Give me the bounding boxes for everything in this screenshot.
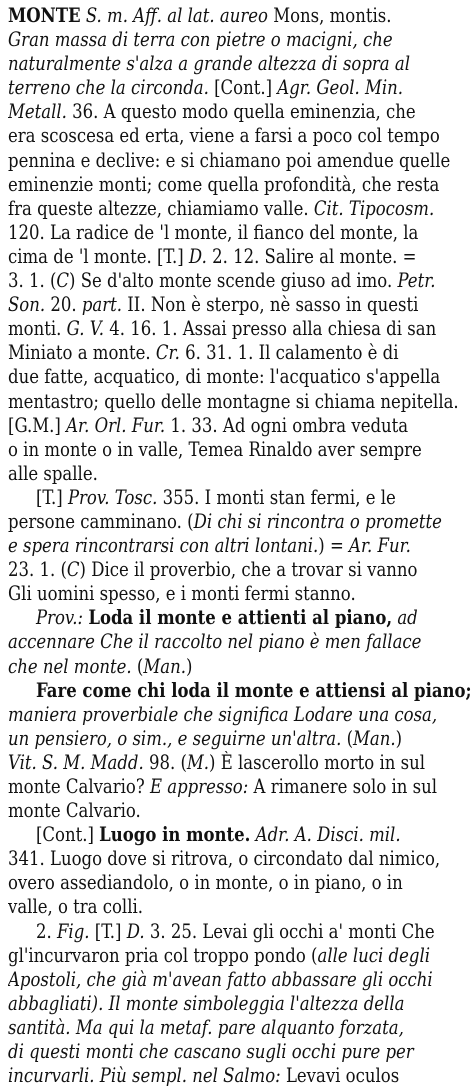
italic-phrase: Di chi si rincontra o promette: [193, 509, 442, 533]
text-run: Miniato a monte.: [8, 341, 156, 365]
text-line: [8, 341, 464, 365]
text-run: 2.: [35, 919, 57, 943]
text-run: 3. 25. Levai gli occhi a' monti Che: [144, 919, 435, 943]
text-line: [8, 293, 464, 317]
text-run: era scoscesa ed erta, viene a farsi a poco col tempo: [8, 124, 440, 148]
text-line: [8, 149, 464, 173]
text-run: 98. (: [143, 750, 187, 774]
italic-phrase: Ar. Fur.: [349, 534, 411, 558]
italic-phrase: naturalmente s'alza a grande altezza di sopra al: [8, 52, 411, 76]
text-line: [8, 124, 464, 148]
text-line: [8, 727, 464, 751]
text-run: 2. 12. Salire al monte. =: [206, 244, 417, 268]
italic-phrase: terreno che la circonda.: [8, 76, 209, 100]
text-line: [8, 390, 464, 414]
text-run: alle spalle.: [8, 461, 98, 485]
text-line: [8, 4, 464, 28]
text-line: [8, 197, 464, 221]
italic-phrase: e spera rincontrarsi con altri lontani.: [8, 534, 319, 558]
italic-phrase: santità.: [8, 1015, 71, 1039]
italic-phrase: S. m. Aff. al lat. aureo: [85, 4, 268, 27]
text-run: ) È lascerollo morto in sul: [209, 750, 425, 774]
italic-phrase: alle luci degli: [317, 943, 431, 967]
italic-phrase: Ar. Orl. Fur.: [66, 413, 166, 437]
text-run: Levavi oculos: [280, 1064, 400, 1088]
text-run: II: [127, 293, 141, 317]
text-line: [8, 1016, 464, 1040]
text-run: due fatte, acquatico, di monte: l'acquatico s'appella: [8, 365, 441, 389]
text-run: ): [395, 726, 403, 750]
text-run: 6. 31. 1. Il calamento è di: [179, 341, 399, 365]
text-line: [8, 871, 464, 895]
text-run: monte Calvario?: [8, 775, 150, 798]
bold-phrase: Luogo in monte.: [99, 823, 251, 847]
text-run: ) Dice il proverbio, che a trovar si vanno: [79, 558, 418, 582]
italic-phrase: Prov.:: [35, 606, 84, 630]
text-run: 23. 1. (: [8, 558, 67, 582]
text-run: ): [185, 654, 193, 678]
text-line: [8, 1064, 464, 1088]
italic-phrase: Prov. Tosc.: [67, 485, 158, 509]
italic-phrase: Cit. Tipocosm.: [313, 196, 435, 220]
text-line: [8, 655, 464, 679]
text-line: [8, 847, 464, 871]
text-line: [8, 968, 464, 992]
text-line: [8, 703, 464, 727]
text-run: [G.M.]: [8, 413, 67, 437]
text-run: 4. 16. 1. Assai presso alla chiesa di san: [103, 317, 437, 341]
text-line: [8, 510, 464, 534]
text-run: [T.]: [35, 485, 68, 509]
text-run: (: [341, 726, 354, 750]
text-line: [8, 28, 464, 52]
text-run: ) Se d'alto monte scende giuso ad imo.: [69, 269, 398, 293]
italic-phrase: Fig.: [56, 919, 90, 943]
italic-phrase: Ma qui la metaf. pare alquanto forzata,: [75, 1015, 404, 1039]
italic-phrase: incurvarli. Più sempl. nel Salmo:: [8, 1064, 281, 1088]
italic-phrase: Man.: [353, 726, 396, 750]
italic-phrase: Adr. A. Disci. mil.: [255, 823, 401, 847]
italic-phrase: D.: [126, 919, 145, 943]
text-line: [8, 534, 464, 558]
text-line: [8, 365, 464, 389]
text-run: cima de 'l monte. [T.]: [8, 244, 189, 268]
text-run: 355. I monti stan fermi, e le: [157, 485, 396, 509]
bold-phrase: Fare come chi loda il monte e attiensi al piano;: [35, 678, 472, 702]
italic-phrase: D.: [188, 244, 207, 268]
italic-phrase: che nel monte.: [8, 654, 132, 678]
text-line: [8, 799, 464, 823]
italic-phrase: Petr.: [397, 269, 436, 293]
text-line: [8, 751, 464, 775]
text-line: [8, 462, 464, 486]
text-run: pennina e declive: e si chiamano poi amendue quelle: [8, 148, 451, 172]
text-run: 3. 1. (: [8, 269, 57, 293]
italic-phrase: Metall.: [8, 100, 67, 124]
text-run: valle, o tra colli.: [8, 895, 144, 919]
dictionary-entry-monte: [8, 4, 472, 1088]
text-run: persone camminano. (: [8, 509, 194, 533]
bold-phrase: Loda il monte e attienti al piano,: [88, 606, 393, 630]
text-line: [8, 76, 464, 100]
text-line: [8, 992, 464, 1016]
italic-phrase: abbagliati).: [8, 991, 104, 1015]
text-run: (: [131, 654, 144, 678]
text-run: [T.]: [89, 919, 127, 943]
text-line: [8, 438, 464, 462]
text-run: A rimanere solo in sul: [248, 775, 438, 798]
text-run: eminenzie monti; come quella profondità, che resta: [8, 172, 440, 196]
text-line: [8, 775, 464, 799]
text-run: [Cont.]: [208, 76, 278, 100]
bold-phrase: MONTE: [8, 4, 81, 27]
text-line: [8, 52, 464, 76]
italic-phrase: Cr.: [155, 341, 180, 365]
text-line: [8, 486, 472, 510]
text-run: overo assediandolo, o in monte, o in piano, o in: [8, 871, 403, 895]
italic-phrase: ad: [397, 606, 418, 630]
italic-phrase: M.: [186, 750, 210, 774]
text-run: 20.: [45, 293, 82, 317]
italic-phrase: Il monte simboleggia l'altezza della: [108, 991, 405, 1015]
text-line: [8, 679, 472, 703]
text-line: [8, 582, 464, 606]
text-run: 341. Luogo dove si ritrova, o circondato dal nimico,: [8, 847, 441, 871]
text-line: [8, 606, 472, 630]
italic-phrase: Gran massa di terra con pietre o macigni, che: [8, 28, 393, 52]
text-run: 36. A questo modo quella eminenzia, che: [66, 100, 416, 124]
text-line: [8, 221, 464, 245]
text-run: Mons, montis.: [267, 4, 392, 27]
text-line: [8, 100, 464, 124]
text-line: [8, 414, 464, 438]
text-line: [8, 823, 472, 847]
text-run: gl'incurvaron pria col troppo pondo (: [8, 943, 318, 967]
text-run: ) =: [318, 534, 350, 558]
text-run: . Non è sterpo, nè sasso in questi: [140, 293, 419, 317]
text-line: [8, 317, 464, 341]
text-line: [8, 558, 464, 582]
text-run: 1. 33. Ad ogni ombra veduta: [165, 413, 409, 437]
text-run: mentastro; quello delle montagne si chiama nepitella.: [8, 389, 459, 413]
text-run: 120. La radice de 'l monte, il fianco del monte, la: [8, 220, 419, 244]
text-line: [8, 630, 464, 654]
text-run: Gli uomini spesso, e i monti fermi stanno.: [8, 582, 356, 606]
text-line: [8, 245, 464, 269]
italic-phrase: maniera proverbiale che significa Lodare una cosa,: [8, 702, 438, 726]
text-run: monte Calvario.: [8, 799, 141, 823]
italic-phrase: Son.: [8, 293, 46, 317]
italic-phrase: Vit. S. M. Madd.: [8, 750, 144, 774]
italic-phrase: G. V.: [66, 317, 104, 341]
italic-phrase: Apostoli, che già m'avean fatto abbassare gli occhi: [8, 967, 433, 991]
text-line: [8, 920, 472, 944]
italic-phrase: accennare Che il raccolto nel piano è men fallace: [8, 630, 422, 654]
italic-phrase: C: [66, 558, 80, 582]
text-run: o in monte o in valle, Temea Rinaldo aver sempre: [8, 437, 422, 461]
italic-phrase: part.: [81, 293, 123, 317]
italic-phrase: un pensiero, o sim., e seguirne un'altra.: [8, 726, 342, 750]
italic-phrase: Agr. Geol. Min.: [277, 76, 404, 100]
text-line: [8, 944, 464, 968]
text-line: [8, 895, 464, 919]
italic-phrase: Man.: [143, 654, 186, 678]
text-line: [8, 269, 464, 293]
text-line: [8, 1040, 464, 1064]
italic-phrase: E appresso:: [149, 775, 249, 798]
italic-phrase: C: [56, 269, 70, 293]
text-line: [8, 173, 464, 197]
text-run: [Cont.]: [35, 823, 100, 847]
text-run: fra queste altezze, chiamiamo valle.: [8, 196, 314, 220]
italic-phrase: di questi monti che cascano sugli occhi pure per: [8, 1040, 414, 1064]
text-run: monti.: [8, 317, 67, 341]
